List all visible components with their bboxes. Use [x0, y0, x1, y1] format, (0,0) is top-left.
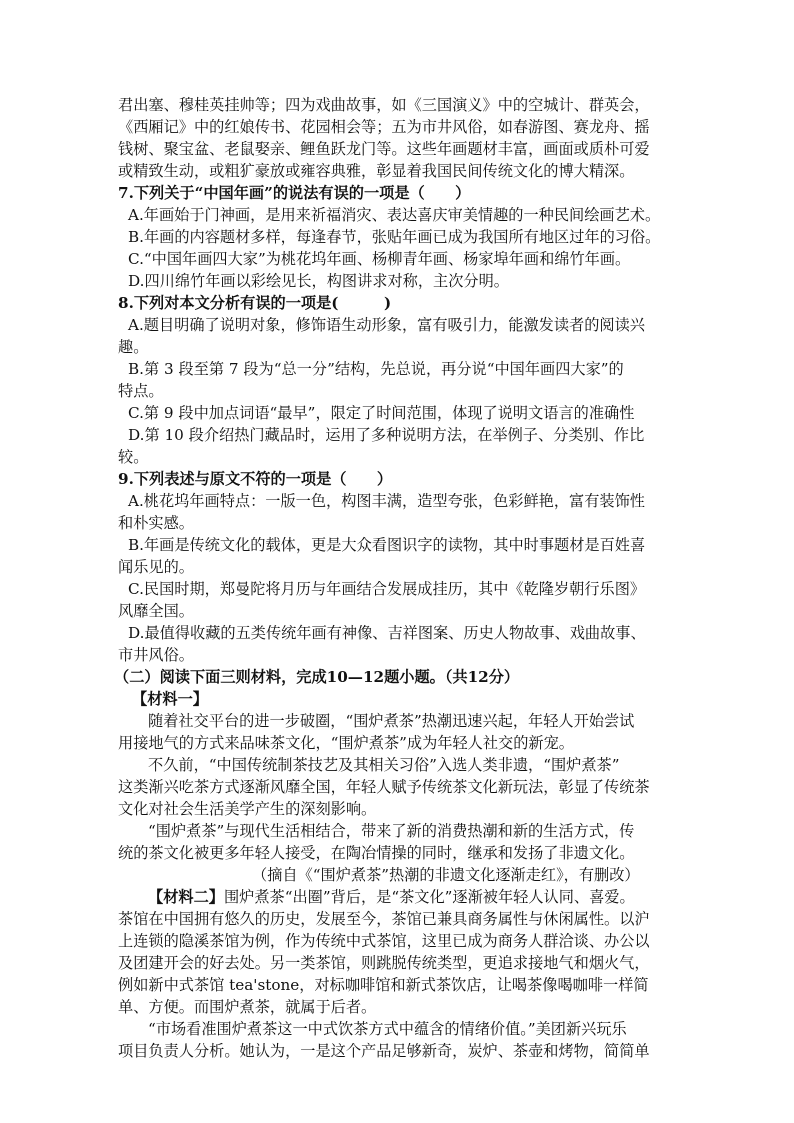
intro-line: 《西厢记》中的红娘传书、花园相会等；五为市井风俗，如春游图、赛龙舟、摇	[118, 118, 650, 136]
material-2-line: 项目负责人分析。她认为，一是这个产品足够新奇，炭炉、茶壶和烤物，简简单	[118, 1042, 650, 1060]
material-1-line: “围炉煮茶”与现代生活相结合，带来了新的消费热潮和新的生活方式，传	[148, 822, 635, 840]
question-7-option-c: C.“中国年画四大家”为桃花坞年画、杨柳青年画、杨家埠年画和绵竹年画。	[128, 250, 631, 268]
material-2-line: 例如新中式茶馆 tea'stone，对标咖啡馆和新式茶饮店，让喝茶像喝咖啡一样简	[118, 976, 649, 994]
question-9-line: A.桃花坞年画特点：一版一色，构图丰满，造型夸张，色彩鲜艳，富有装饰性	[128, 492, 645, 510]
material-1-line: 随着社交平台的进一步破圈，“围炉煮茶”热潮迅速兴起，年轻人开始尝试	[148, 712, 635, 730]
question-9-line: 闻乐见的。	[118, 558, 194, 576]
material-2-first-text: 围炉煮茶“出圈”背后，是“茶文化”逐渐被年轻人认同、喜爱。	[223, 888, 635, 906]
section-2-heading: （二）阅读下面三则材料，完成10—12题小题。（共12分）	[114, 668, 520, 686]
material-1-source: （摘自《“围炉煮茶”热潮的非遗文化逐渐走红》，有删改）	[252, 866, 640, 884]
question-8-line: B.第 3 段至第 7 段为“总一分”结构，先总说，再分说“中国年画四大家”的	[128, 360, 624, 378]
intro-line: 君出塞、穆桂英挂帅等；四为戏曲故事，如《三国演义》中的空城计、群英会，	[118, 96, 650, 114]
material-2-line: “市场看准围炉煮茶这一中式饮茶方式中蕴含的情绪价值。”美团新兴玩乐	[148, 1020, 627, 1038]
question-9-line: 市井风俗。	[118, 646, 194, 664]
question-7-option-a: A.年画始于门神画，是用来祈福消灾、表达喜庆审美情趣的一种民间绘画艺术。	[128, 206, 661, 224]
question-9-line: 和朴实感。	[118, 514, 194, 532]
question-7-option-d: D.四川绵竹年画以彩绘见长，构图讲求对称，主次分明。	[128, 272, 509, 290]
material-2-label: 【材料二】	[148, 888, 224, 906]
question-9-line: B.年画是传统文化的载体，更是大众看图识字的读物，其中时事题材是百姓喜	[128, 536, 646, 554]
material-2-line: 茶馆在中国拥有悠久的历史，发展至今，茶馆已兼具商务属性与休闲属性。以沪	[118, 910, 650, 928]
intro-line: 钱树、聚宝盆、老鼠娶亲、鲤鱼跃龙门等。这些年画题材丰富，画面或质朴可爱	[118, 140, 650, 158]
question-9-stem: 9.下列表述与原文不符的一项是（ ）	[118, 470, 393, 488]
question-8-stem: 8.下列对本文分析有误的一项是( )	[118, 294, 392, 312]
material-1-line: 统的茶文化被更多年轻人接受，在陶冶情操的同时，继承和发扬了非遗文化。	[118, 844, 635, 862]
question-7-stem: 7.下列关于“中国年画”的说法有误的一项是（ ）	[118, 184, 471, 202]
material-1-line: 这类渐兴吃茶方式逐渐风靡全国，年轻人赋予传统茶文化新玩法，彰显了传统茶	[118, 778, 650, 796]
question-9-line: 风靡全国。	[118, 602, 194, 620]
material-2-first-line	[148, 886, 708, 908]
material-2-line: 上连锁的隐溪茶馆为例，作为传统中式茶馆，这里已成为商务人群洽谈、办公以	[118, 932, 650, 950]
material-1-line: 不久前，“中国传统制茶技艺及其相关习俗”入选人类非遗，“围炉煮茶”	[148, 756, 620, 774]
question-8-line: 特点。	[118, 382, 164, 400]
question-8-line: A.题目明确了说明对象，修饰语生动形象，富有吸引力，能激发读者的阅读兴	[128, 316, 645, 334]
question-9-line: D.最值得收藏的五类传统年画有神像、吉祥图案、历史人物故事、戏曲故事、	[128, 624, 646, 642]
question-7-option-b: B.年画的内容题材多样，每逢春节，张贴年画已成为我国所有地区过年的习俗。	[128, 228, 661, 246]
question-8-line: C.第 9 段中加点词语“最早”，限定了时间范围，体现了说明文语言的准确性	[128, 404, 635, 422]
material-1-line: 用接地气的方式来品味茶文化，“围炉煮茶”成为年轻人社交的新宠。	[118, 734, 574, 752]
intro-line: 或精致生动，或粗犷豪放或雍容典雅，彰显着我国民间传统文化的博大精深。	[118, 162, 635, 180]
material-2-line: 单、方便。而围炉煮茶，就属于后者。	[118, 998, 377, 1016]
material-1-line: 文化对社会生活美学产生的深刻影响。	[118, 800, 377, 818]
material-2-line: 及团建开会的好去处。另一类茶馆，则跳脱传统类型，更追求接地气和烟火气，	[118, 954, 650, 972]
material-1-title: 【材料一】	[132, 690, 208, 708]
question-9-line: C.民国时期，郑曼陀将月历与年画结合发展成挂历，其中《乾隆岁朝行乐图》	[128, 580, 646, 598]
question-8-line: 趣。	[118, 338, 149, 356]
question-8-line: D.第 10 段介绍热门藏品时，运用了多种说明方法，在举例子、分类别、作比	[128, 426, 645, 444]
question-8-line: 较。	[118, 448, 149, 466]
